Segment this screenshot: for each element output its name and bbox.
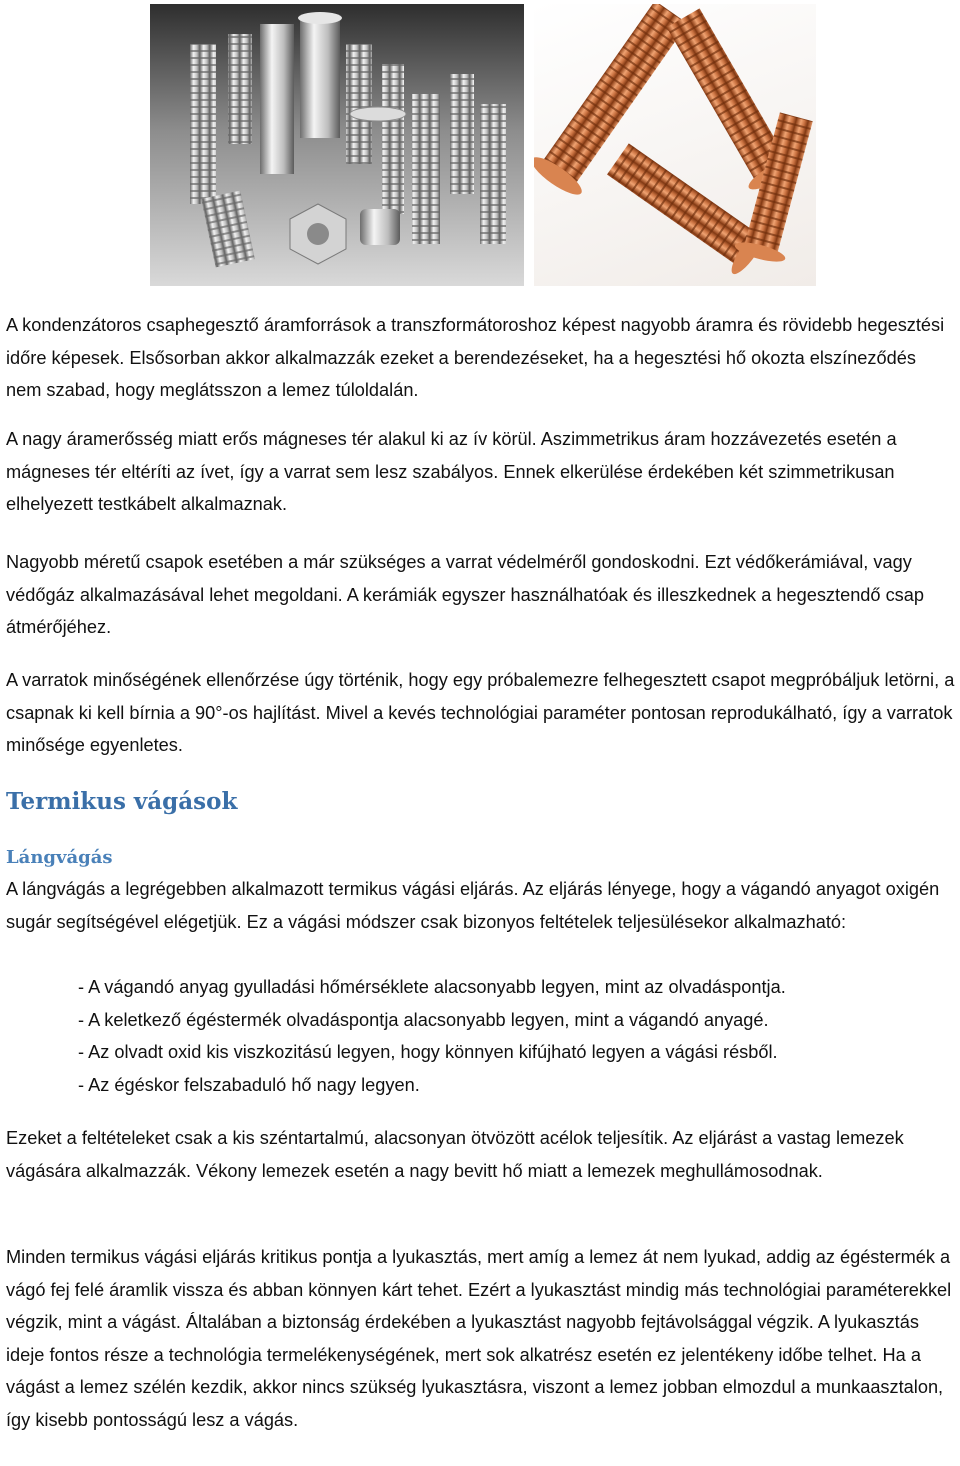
paragraph-1 [6,309,956,407]
conditions-list [78,971,948,1101]
paragraph-4-text: A varratok minőségének ellenőrzése úgy történik, hogy egy próbalemezre felhegesztett csapot megpróbáljuk letörni, a csapnak ki kell bírnia a 90°-os hajlítást. Mivel a kevés technológiai paraméter pontosan reprodukálható, így a varratok minősége egyenletes. [6,670,955,755]
list-item: - Az olvadt oxid kis viszkozitású legyen, hogy könnyen kifújható legyen a vágási résből. [78,1042,778,1062]
paragraph-6 [6,1241,956,1436]
paragraph-2 [6,423,956,521]
paragraph-5-text: Ezeket a feltételeket csak a kis széntartalmú, alacsonyan ötvözött acélok teljesítik. Az eljárást a vastag lemezek vágására alkalmazzák. Vékony lemezek esetén a nagy bevitt hő miatt a lemezek meghullámosodnak. [6,1128,904,1181]
section-intro-text: A lángvágás a legrégebben alkalmazott termikus vágási eljárás. Az eljárás lényege, hogy a vágandó anyagot oxigén sugár segítségével elégetjük. Ez a vágási módszer csak bizonyos feltételek teljesülésekor alkalmazható: [6,879,940,932]
paragraph-6-text: Minden termikus vágási eljárás kritikus pontja a lyukasztás, mert amíg a lemez át nem lyukad, addig az égéstermék a vágó fej felé áramlik vissza és abban könnyen kárt tehet. Ezért a lyukasztást mindig más technológiai paraméterekkel végzik, mint a vágást. Általában a biztonság érdekében a lyukasztást nagyobb fejtávolsággal végzik. A lyukasztás ideje fontos része a technológia termelékenységének, mert sok alkatrész esetén ez jelentékeny időbe telhet. Ha a vágást a lemez szélén kezdik, akkor nincs szükség lyukasztásra, viszont a lemez jobban elmozdul a munkaasztalon, így kisebb pontosságú lesz a vágás. [6,1247,952,1430]
list-item: - A vágandó anyag gyulladási hőmérséklete alacsonyabb legyen, mint az olvadáspontja. [78,977,786,997]
copper-studs-photo [534,4,816,286]
paragraph-2-text: A nagy áramerősség miatt erős mágneses tér alakul ki az ív körül. Aszimmetrikus áram hozzávezetés esetén a mágneses tér eltéríti az ívet, így a varrat sem lesz szabályos. Ennek elkerülése érdekében két szimmetrikusan elhelyezett testkábelt alkalmaznak. [6,429,897,514]
section-heading: Termikus vágások [6,788,238,815]
steel-studs-photo [150,4,524,286]
paragraph-3 [6,546,956,644]
figure-row [150,4,816,286]
list-item: - Az égéskor felszabaduló hő nagy legyen. [78,1074,420,1095]
subsection-heading: Lángvágás [6,847,113,868]
paragraph-5 [6,1122,956,1187]
paragraph-3-text: Nagyobb méretű csapok esetében a már szükséges a varrat védelméről gondoskodni. Ezt védőkerámiával, vagy védőgáz alkalmazásával lehet megoldani. A kerámiák egyszer használhatóak és illeszkednek a hegesztendő csap átmérőjéhez. [6,552,925,637]
paragraph-1-text: A kondenzátoros csaphegesztő áramforrások a transzformátoroshoz képest nagyobb áramra és rövidebb hegesztési időre képesek. Elsősorban akkor alkalmazzák ezeket a berendezéseket, ha a hegesztési hő okozta elszíneződés nem szabad, hogy meglátsszon a lemez túloldalán. [6,315,945,400]
section-intro [6,873,956,938]
list-item: - A keletkező égéstermék olvadáspontja alacsonyabb legyen, mint a vágandó anyagé. [78,1009,769,1030]
paragraph-4 [6,664,956,762]
